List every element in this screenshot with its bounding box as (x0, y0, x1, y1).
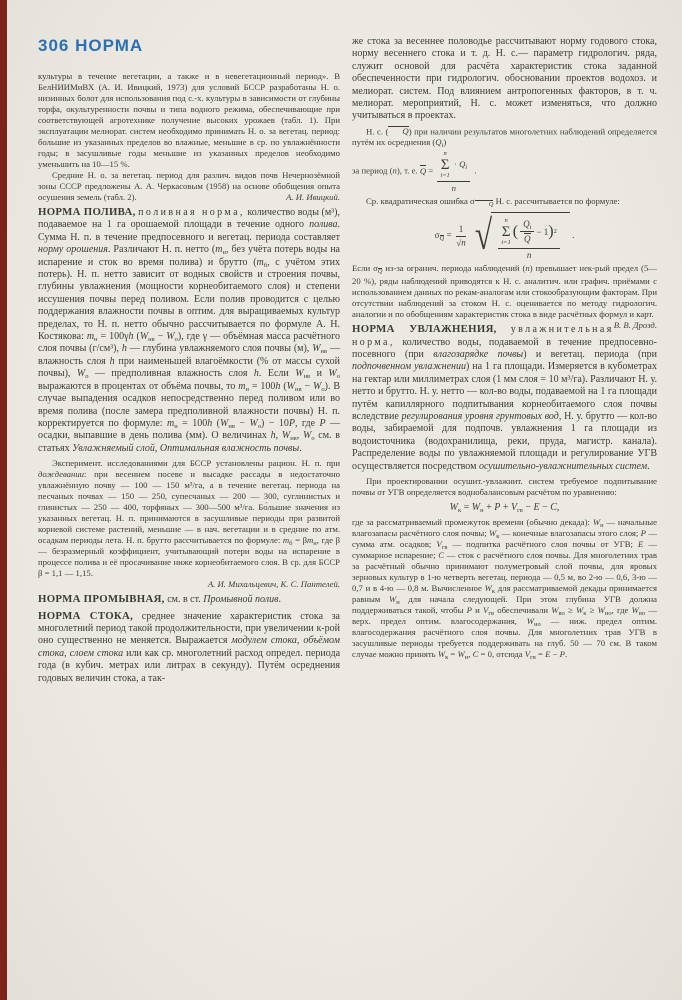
running-head-title: НОРМА (75, 36, 144, 55)
spine-stripe (0, 0, 7, 1000)
paragraph-sigma-intro: Ср. квадратическая ошибка σ $_Q$ Н. с. рассчитывается по формуле: (366, 195, 620, 208)
paragraph-ns-observations: Н. с. ( Q) при наличии результатов многолетних наблюдений определяется путём их осреднения $(Q_i)$ (352, 126, 657, 150)
page-number: 306 (38, 36, 70, 55)
left-column (38, 36, 340, 685)
paragraph-where-definitions: где за рассматриваемый промежуток времени (обычно декада): $W_н$ — начальные влагозапасы расчётного слоя почвы; $W_к$ — конечные влагозапасы этого слоя; P — сумма атм. осадков; $V_{гв}$ — подпитка расчётного слоя почвы от УГВ; E — суммарное испарение; C — сток с расчётного слоя почвы. Для многолетних трав за расчётный обычно принимают полуметровый слой почвы, для яровых зерновых культур в 1-ю четверть вегетац. периода — 0,5 м, во 2-ю — 0,6, 3-ю — 0,7 и в 4-ю — 0,8 м. Вычисленное $W_к$ для рассматриваемой декады принимается равным $W_н$ для начала следующей. При этом глубина УГВ должна поддерживаться такой, чтобы P и $V_{гв}$ обеспечивали $W_{во} \ge W_к \ge W_{но}$, где $W_{во}$ — верх. предел оптим. влагосодержания, $W_{но}$ — ниж. предел оптим. влагосодержания расчётного слоя почвы. Для многолетних трав УГВ в засушливые периоды требуется поддерживать на глуб. 50 — 70 см. В таком случае можно принять $W_к = W_н$, C = 0, отсюда $V_{гв} = E - P$. (352, 517, 658, 662)
entry-norma-stoka: НОРМА СТОКА, среднее значение характеристик стока за многолетний период такой продолжительности, при увеличении к-рой оно существенно не меняется. Выражается модулем стока, объёмом стока, слоем стока или как ср. многолетний расход определ. периода года (в кубич. метрах или литрах в секунду). Путём осреднения годовых величин стока, а так- (38, 609, 341, 684)
running-head (38, 36, 340, 56)
paragraph-stoka-continuation: же стока за весеннее половодье рассчитывают норму годового стока, норму весеннего стока и т. д. Н. с.— параметр гидрологич. ряда, служит основой для расчёта характеристик стока заданной обеспеченности при гидрологич. обосновании проектов водохоз. и мелиорат. систем. Под влиянием антропогенных факторов, в т. ч. мелиорат. мероприятий, Н. с. может изменяться, что должно учитываться в проектах. (352, 36, 657, 122)
paragraph-if-sigma: Если $\sigma_Q$ из-за огранич. периода наблюдений (n) превышает нек-рый предел (5—20 %), ряды наблюдений приводятся к Н. с. аналитич. или графич. приёмами с использованием данных по рекам-аналогам или стокообразующим факторам. При отсутствии наблюдений за стоком Н. с. оценивается по методу гидрологич. аналогии и по обобщениям характеристик стока в виде расчётных формул и карт. В. В. Дрозд. (352, 263, 657, 331)
paragraph-intro-continuation: культуры в течение вегетации, а также и в невегетационный период». В БелНИИМиВХ (А. И. Ивицкий, 1973) для условий БССР разработаны Н. о. низинных болот для использования под с.-х. культуры в зависимости от глубины торфа, окультуренности почвы и типа водного режима, обеспечивающие при соответствующей агротехнике получение высоких урожаев (табл. 1). При эксплуатации мелиорат. систем необходимо принимать Н. о. за вегетац. период: большие из указанных пределов во влажные, меньшие в ср. по увлажнённости годы; в засушливые годы меньшие из указанных пределов необходимо уменьшить на 10—15 %. (38, 71, 340, 169)
entry-norma-uvlazhneniya: НОРМА УВЛАЖНЕНИЯ, увлажнительная норма, количество воды, подаваемой в течение предпосевно-посевного (при влагозарядке почвы) и вегетац. периода (при подпочвенном увлажнении) на 1 га площади. Измеряется в кубометрах на гектар или миллиметрах слоя (1 мм слоя = 10 м³/га). Различают Н. у. нетто и брутто. Н. у. нетто — кол-во воды, подаваемой на 1 га площади путём капиллярного подпитывания корнеобитаемого слоя почвы вследствие регулирования уровня грунтовых вод, Н. у. брутто — кол-во воды, забираемой для подпочв. увлажнения 1 га площади из водоисточника (водохранилища, реки, пруда, магистр. канала). Распределение воды по увлажняемой площади и регулирование УГВ осуществляется посредством осушительно-увлажнительных систем. (352, 323, 658, 472)
formula-q-mean: за период (n), т. е. Q = n Σ i=1 · $Q_i$ n . (352, 150, 477, 193)
formula-sigma: $\sigma_Q$ = $\frac{1}{√n}$ √ n Σ i=1 ( $\frac{Q_i}{Q}$ − 1 ) 2 n . (434, 212, 575, 260)
right-column (352, 36, 657, 660)
entry-norma-promyvnaya: НОРМА ПРОМЫВНАЯ, см. в ст. Промывной полив. (38, 593, 281, 606)
paragraph-experiment: Эксперимент. исследованиями для БССР установлены рацион. Н. п. при дождевании: при весеннем посеве и высадке рассады в недостаточно увлажнённую почву — 100 — 150 м³/га, а в течение вегетац. периода на песчаных почвах — 150 — 250, супесчаных — 200 — 300, суглинистых и глинистых — 250 — 400, торфяных — 300—500 м³/га. Бо́льшие значения из указанных вегетац. Н. п. принимаются в засушливые периоды при развитой корневой системе растений, меньшие — в нач. вегетации и в средние по атм. осадкам периоды лета. Н. п. брутто рассчитывается по формуле: $m_б = \beta m_н$, где β — безразмерный коэффициент, учитывающий потери воды на испарение в процессе полива и её просачивание ниже корнеобитаемого слоя. В ср. для БССР β = 1,1 — 1,15. (38, 458, 340, 579)
formula-water-balance: $W_к = W_н + P + V_{гв} - E - C$, (449, 502, 560, 515)
paragraph-proektirovanie: При проектировании осушит.-увлажнит. систем требуемое подпитывание почвы от УГВ определяется воднобалансовым расчётом по уравнению: (352, 476, 657, 498)
entry-norma-poliva: НОРМА ПОЛИВА, поливная норма, количество воды (м³), подаваемое на 1 га орошаемой площади в течение одного полива. Сумма Н. п. в течение предпосевного и вегетац. периода составляет норму орошения. Различают Н. п. нетто ($m_н$, без учёта потерь воды на испарение и сток во время полива) и брутто ($m_б$, с учётом этих потерь). Н. п. нетто зависит от водных свойств и строения почвы, глубины увлажнения (мощности корнеобитаемого слоя) и степени иссушения почвы перед поливом. Если полив проводится с целью поддержания влажности почвы в оптим. для выращиваемых культур пределах, то Н. п. нетто обычно рассчитывается по формуле А. Н. Костякова: $m_н = 100\gamma h$ $(W_{нв} - W_о)$, где γ — объёмная масса расчётного слоя почвы (г/см³), h — глубина увлажняемого слоя почвы (м), $W_{нв}$ — влажность слоя h при наименьшей влагоёмкости (% от массы сухой почвы), $W_о$ — предполивная влажность слоя h. Если $W_{нв}$ и $W_о$ выражаются в процентах от объёма почвы, то $m_н = 100h$ $(W_{нв} - W_о)$. В случае выпадения осадков непосредственно перед поливом или во время полива (после замера предполивной влажности почвы) Н. п. корректируется по формуле: $m_н = 100h$ $(W_{нв} - W_о) - 10P$, где P — осадки, выпавшие в день полива (мм). О величинах h, $W_{нв}$, $W_о$ см. в статьях Увлажняемый слой, Оптимальная влажность почвы. (38, 206, 341, 454)
paragraph-srednie: Средние Н. о. за вегетац. период для различ. видов почв Нечернозёмной зоны СССР предложены А. А. Черкасовым (1958) на основе обобщения опыта осушения земель (табл. 2). А. И. Ивицкий. (38, 170, 340, 202)
signature-mikhalcevich: А. И. Михальцевич, К. С. Пантелей. (207, 579, 340, 590)
